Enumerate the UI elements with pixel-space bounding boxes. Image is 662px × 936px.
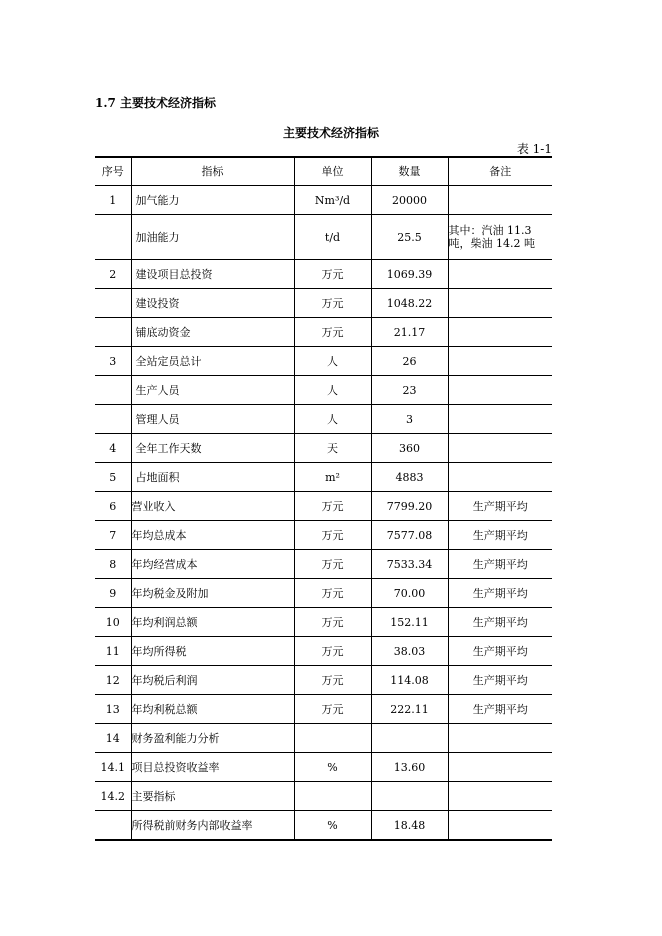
cell-note xyxy=(448,186,552,215)
cell-indicator: 加油能力 xyxy=(131,215,294,260)
table-row xyxy=(95,608,552,637)
cell-note: 生产期平均 xyxy=(448,695,552,724)
table-row xyxy=(95,695,552,724)
cell-seq: 1 xyxy=(95,186,131,215)
cell-note: 其中：汽油 11.3 吨，柴油 14.2 吨 xyxy=(448,215,552,260)
cell-unit: m² xyxy=(294,463,371,492)
cell-unit: 万元 xyxy=(294,637,371,666)
table-row xyxy=(95,753,552,782)
cell-quantity: 152.11 xyxy=(371,608,448,637)
cell-indicator: 所得税前财务内部收益率 xyxy=(131,811,294,841)
cell-unit: 天 xyxy=(294,434,371,463)
table-row xyxy=(95,289,552,318)
cell-seq: 14.1 xyxy=(95,753,131,782)
cell-seq: 11 xyxy=(95,637,131,666)
cell-unit: % xyxy=(294,811,371,841)
table-row xyxy=(95,579,552,608)
cell-seq xyxy=(95,376,131,405)
table-row xyxy=(95,811,552,841)
table-row xyxy=(95,434,552,463)
cell-note xyxy=(448,724,552,753)
cell-quantity: 20000 xyxy=(371,186,448,215)
cell-unit xyxy=(294,782,371,811)
table-row xyxy=(95,521,552,550)
cell-note: 生产期平均 xyxy=(448,637,552,666)
cell-quantity: 1069.39 xyxy=(371,260,448,289)
cell-note xyxy=(448,318,552,347)
cell-indicator: 财务盈利能力分析 xyxy=(131,724,294,753)
cell-indicator: 年均经营成本 xyxy=(131,550,294,579)
cell-seq: 10 xyxy=(95,608,131,637)
cell-note xyxy=(448,405,552,434)
cell-unit: 人 xyxy=(294,376,371,405)
cell-seq: 2 xyxy=(95,260,131,289)
table-body xyxy=(95,186,552,841)
cell-note xyxy=(448,811,552,841)
table-number: 表 1-1 xyxy=(516,142,552,156)
cell-note xyxy=(448,753,552,782)
cell-unit: 万元 xyxy=(294,492,371,521)
indicators-table xyxy=(95,156,552,841)
cell-quantity: 1048.22 xyxy=(371,289,448,318)
cell-indicator: 年均总成本 xyxy=(131,521,294,550)
table-row xyxy=(95,637,552,666)
table-row xyxy=(95,492,552,521)
cell-seq: 3 xyxy=(95,347,131,376)
cell-seq: 6 xyxy=(95,492,131,521)
cell-quantity: 7533.34 xyxy=(371,550,448,579)
cell-indicator: 生产人员 xyxy=(131,376,294,405)
cell-note: 生产期平均 xyxy=(448,579,552,608)
header-row xyxy=(95,157,552,186)
cell-quantity: 21.17 xyxy=(371,318,448,347)
cell-seq xyxy=(95,811,131,841)
cell-indicator: 年均利润总额 xyxy=(131,608,294,637)
cell-quantity: 13.60 xyxy=(371,753,448,782)
cell-indicator: 铺底动资金 xyxy=(131,318,294,347)
cell-note xyxy=(448,289,552,318)
cell-quantity: 114.08 xyxy=(371,666,448,695)
cell-note: 生产期平均 xyxy=(448,521,552,550)
cell-quantity: 70.00 xyxy=(371,579,448,608)
cell-quantity: 3 xyxy=(371,405,448,434)
cell-seq: 12 xyxy=(95,666,131,695)
cell-quantity: 26 xyxy=(371,347,448,376)
cell-seq: 14 xyxy=(95,724,131,753)
table-header xyxy=(95,157,552,186)
cell-quantity: 4883 xyxy=(371,463,448,492)
cell-indicator: 建设投资 xyxy=(131,289,294,318)
cell-quantity: 25.5 xyxy=(371,215,448,260)
cell-note xyxy=(448,782,552,811)
section-heading: 1.7 主要技术经济指标 xyxy=(95,96,217,110)
cell-seq: 5 xyxy=(95,463,131,492)
cell-unit: 万元 xyxy=(294,521,371,550)
cell-quantity: 360 xyxy=(371,434,448,463)
cell-quantity xyxy=(371,782,448,811)
cell-quantity: 222.11 xyxy=(371,695,448,724)
cell-indicator: 全站定员总计 xyxy=(131,347,294,376)
cell-unit: 万元 xyxy=(294,579,371,608)
cell-unit xyxy=(294,724,371,753)
cell-indicator: 全年工作天数 xyxy=(131,434,294,463)
col-header-unit: 单位 xyxy=(294,157,371,186)
table-row xyxy=(95,186,552,215)
cell-indicator: 年均利税总额 xyxy=(131,695,294,724)
cell-indicator: 年均税后利润 xyxy=(131,666,294,695)
cell-note: 生产期平均 xyxy=(448,550,552,579)
table-row xyxy=(95,782,552,811)
col-header-indicator: 指标 xyxy=(131,157,294,186)
table-row xyxy=(95,666,552,695)
col-header-note: 备注 xyxy=(448,157,552,186)
cell-note xyxy=(448,260,552,289)
cell-unit: 人 xyxy=(294,405,371,434)
cell-note xyxy=(448,434,552,463)
cell-indicator: 年均所得税 xyxy=(131,637,294,666)
cell-seq: 7 xyxy=(95,521,131,550)
cell-unit: % xyxy=(294,753,371,782)
table-row xyxy=(95,550,552,579)
cell-indicator: 主要指标 xyxy=(131,782,294,811)
cell-unit: 万元 xyxy=(294,260,371,289)
table-row xyxy=(95,347,552,376)
cell-unit: 万元 xyxy=(294,318,371,347)
cell-note: 生产期平均 xyxy=(448,666,552,695)
table-title: 主要技术经济指标 xyxy=(282,126,379,140)
cell-seq: 4 xyxy=(95,434,131,463)
cell-unit: 万元 xyxy=(294,550,371,579)
cell-seq: 14.2 xyxy=(95,782,131,811)
cell-seq: 13 xyxy=(95,695,131,724)
cell-indicator: 营业收入 xyxy=(131,492,294,521)
cell-indicator: 建设项目总投资 xyxy=(131,260,294,289)
cell-note: 生产期平均 xyxy=(448,608,552,637)
cell-seq: 9 xyxy=(95,579,131,608)
table-row xyxy=(95,463,552,492)
cell-note xyxy=(448,347,552,376)
col-header-quantity: 数量 xyxy=(371,157,448,186)
cell-quantity: 18.48 xyxy=(371,811,448,841)
table-row xyxy=(95,318,552,347)
cell-seq xyxy=(95,215,131,260)
cell-note: 生产期平均 xyxy=(448,492,552,521)
cell-note xyxy=(448,463,552,492)
cell-seq xyxy=(95,318,131,347)
table-row xyxy=(95,724,552,753)
cell-indicator: 项目总投资收益率 xyxy=(131,753,294,782)
table-row xyxy=(95,405,552,434)
cell-quantity: 23 xyxy=(371,376,448,405)
cell-quantity: 7799.20 xyxy=(371,492,448,521)
cell-unit: 万元 xyxy=(294,666,371,695)
cell-unit: 万元 xyxy=(294,695,371,724)
cell-unit: t/d xyxy=(294,215,371,260)
cell-unit: Nm³/d xyxy=(294,186,371,215)
cell-note xyxy=(448,376,552,405)
cell-indicator: 占地面积 xyxy=(131,463,294,492)
cell-seq: 8 xyxy=(95,550,131,579)
cell-indicator: 管理人员 xyxy=(131,405,294,434)
cell-quantity: 38.03 xyxy=(371,637,448,666)
table-row xyxy=(95,376,552,405)
cell-unit: 人 xyxy=(294,347,371,376)
cell-quantity xyxy=(371,724,448,753)
cell-indicator: 年均税金及附加 xyxy=(131,579,294,608)
cell-unit: 万元 xyxy=(294,608,371,637)
cell-unit: 万元 xyxy=(294,289,371,318)
table-row xyxy=(95,215,552,260)
cell-seq xyxy=(95,289,131,318)
cell-seq xyxy=(95,405,131,434)
col-header-seq: 序号 xyxy=(95,157,131,186)
table-row xyxy=(95,260,552,289)
cell-indicator: 加气能力 xyxy=(131,186,294,215)
cell-quantity: 7577.08 xyxy=(371,521,448,550)
